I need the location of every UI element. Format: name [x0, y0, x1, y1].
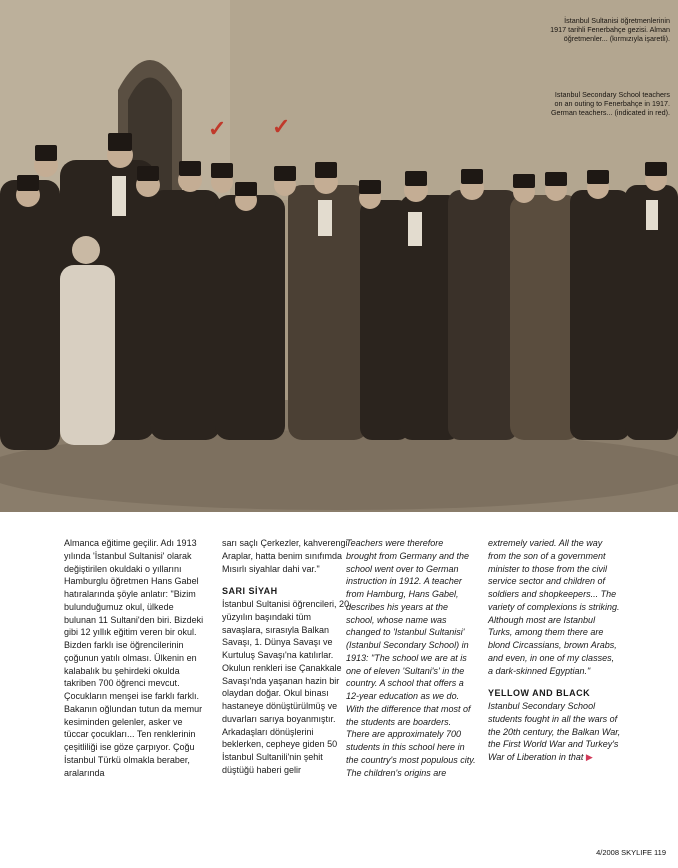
photo-caption-turkish: İstanbul Sultanisi öğretmenlerinin 1917 tarihli Fenerbahçe gezisi. Alman öğretmenler... (kırmızıyla işaretli).: [550, 16, 670, 44]
turkish-section-text: İstanbul Sultanisi öğrencileri, 20. yüzyılın başındaki tüm savaşlara, sırasıyla Balkan Savaşı, 1. Dünya Savaşı ve Kurtuluş Savaşı'na katılırlar. Okulun renkleri ise Çanakkale Savaşı'nda yaşanan hazin bir olaydan doğar. Okul binası hastaneye dönüştürülmüş ve duvarları sarıya boyanmıştır. Arkadaşları dönüşlerini beklerken, cepheye giden 50 İstanbul Sultanili'nin şehit düştüğü haberi gelir: [222, 599, 352, 775]
red-check-mark-2: ✓: [272, 114, 291, 139]
english-section-text: [488, 700, 621, 764]
english-body-text-cont: extremely varied. All the way from the son of a government minister to those from the civil service sector and children of soldiers and shopkeepers... The variety of complexions is striking. Although most are Istanbul Turks, among them there are blond Circassians, brown Arabs, and even, in one of my classes, a dark-skinned Egyptian.": [488, 538, 620, 676]
section-heading-en: YELLOW AND BLACK: [488, 688, 591, 699]
continue-arrow-icon: ▶: [585, 752, 593, 762]
page-folio: 4/2008 SKYLIFE 119: [596, 848, 666, 857]
english-body-text: Teachers were therefore brought from Germany and the school went over to German instruction in 1912. A teacher from Hamburg, Hans Gabel, describes his years at the school, whose name was changed to 'Istanbul Sultanisi' (Istanbul Secondary School) in 1913: "The school we are at is one of eleven 'Sultani's' in the country. A school that offers a 12-year education as we do. With the difference that most of the students are boarders. There are approximately 700 students in this school here in the country's most populous city. The children's origins are: [346, 538, 476, 778]
turkish-body-text: Almanca eğitime geçilir. Adı 1913 yılında 'İstanbul Sultanisi' olarak değiştirilen okuldaki o yıllarını Hamburglu öğretmen Hans Gabel hatıralarında şöyle anlatır: "Bizim bulunduğumuz okul, ülkede bulunan 11 Sultani'den biri. Bizdeki gibi 12 yıllık eğitim veren bir okul. Bizden farklı ise öğrencilerinin çoğunun yatılı olması. Ülkenin en kalabalık bu şehirdeki okulda takriben 700 öğrenci mevcut. Çocukların menşei ise farklı farklı. Bakanın oğlundan tutun da memur kesiminden gelenler, asker ve tüccar çocukları... Ten renklerinin çeşitliliği ise göze çarpıyor. Çoğu İstanbul Türkü olmakla beraber, aralarında: [64, 538, 204, 778]
text-column-1: [64, 537, 204, 779]
text-column-3: [346, 537, 476, 779]
english-section-text-body: Istanbul Secondary School students fought in all the wars of the 20th century, the Balkan War, the First World War and Turkey's War of Liberation in that: [488, 701, 621, 762]
text-column-2: [222, 537, 352, 777]
red-check-mark-1: ✓: [208, 116, 227, 141]
turkish-body-text-cont: sarı saçlı Çerkezler, kahverengi Araplar, hatta benim sınıfımda Mısırlı siyahlar dahi var.": [222, 538, 348, 574]
section-heading-tr: SARI SİYAH: [222, 586, 278, 597]
text-column-4: [488, 537, 621, 764]
photo-caption-english: Istanbul Secondary School teachers on an outing to Fenerbahçe in 1917. German teachers... (indicated in red).: [550, 90, 670, 118]
